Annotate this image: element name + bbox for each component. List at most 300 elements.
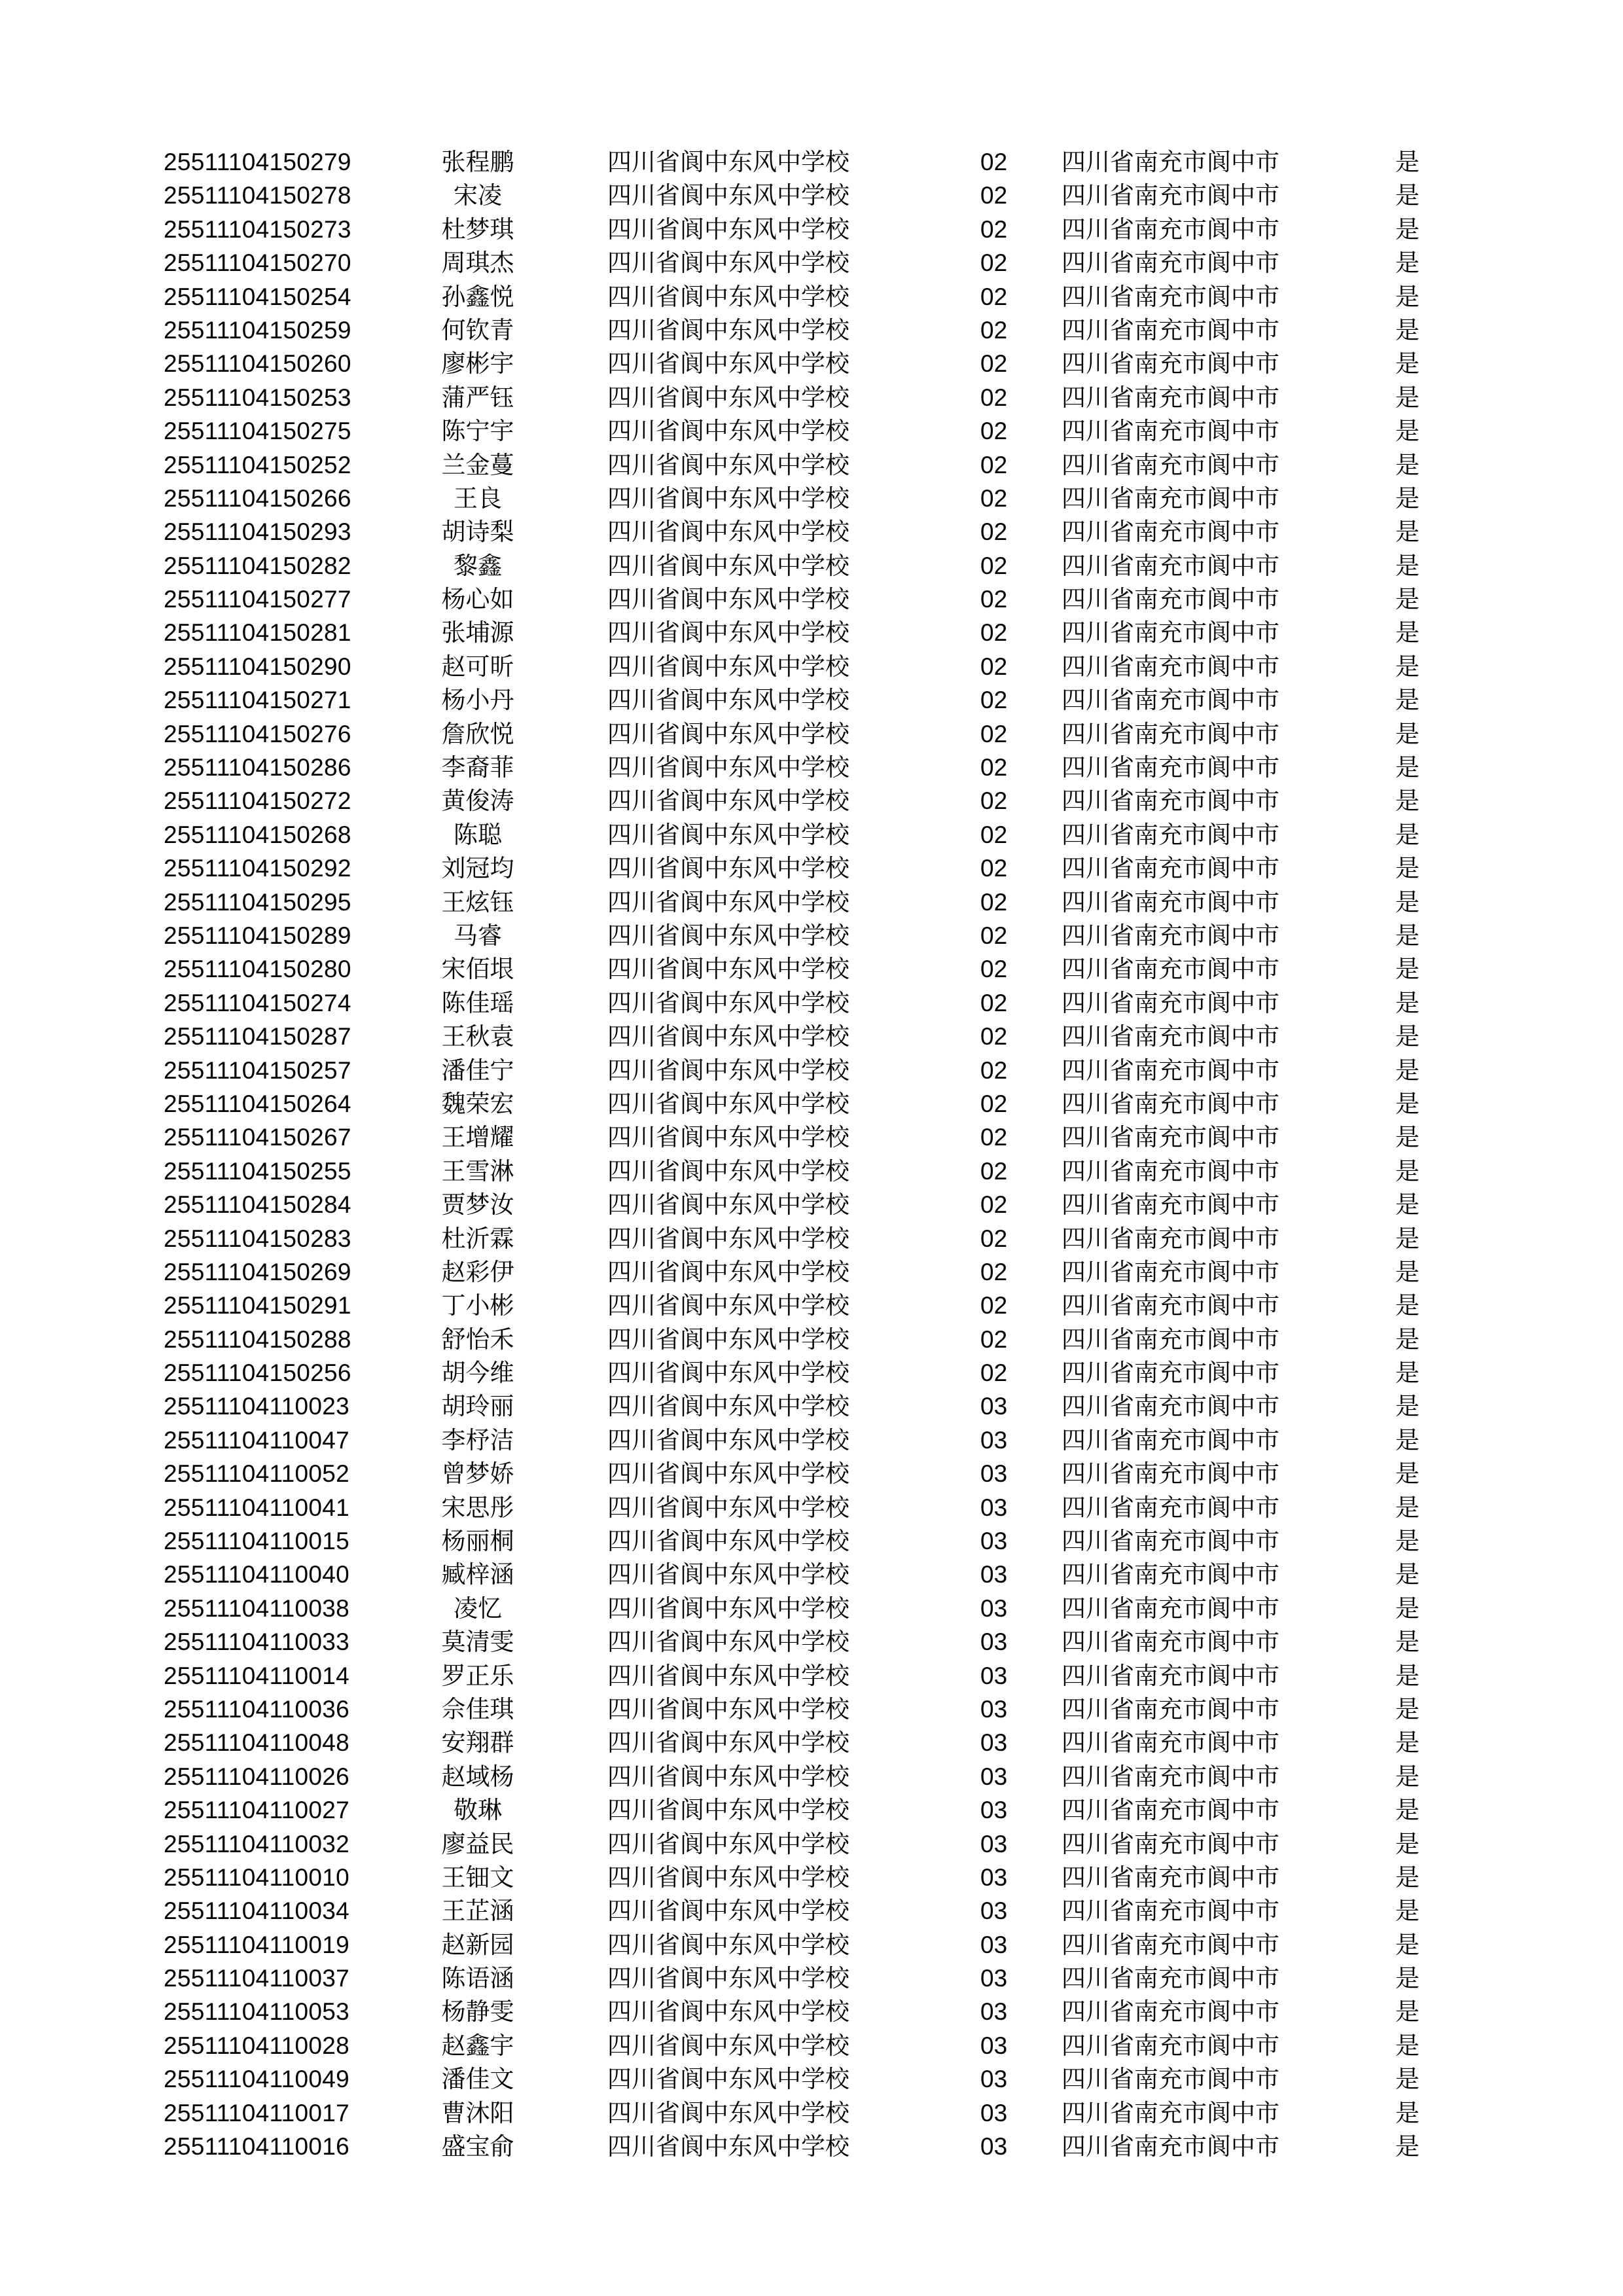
student-id-cell: 25511104150259 — [164, 316, 351, 344]
student-name-cell: 安翔群 — [441, 1729, 514, 1757]
category-code-cell: 02 — [980, 1325, 1008, 1353]
student-name-cell: 王增耀 — [441, 1123, 514, 1152]
region-cell: 四川省南充市阆中市 — [1061, 1594, 1279, 1623]
region-cell: 四川省南充市阆中市 — [1061, 921, 1279, 950]
table-row — [164, 986, 1427, 1020]
student-name-cell: 宋佰垠 — [441, 955, 514, 984]
eligibility-flag-cell: 是 — [1395, 1224, 1419, 1253]
eligibility-flag-cell: 是 — [1395, 1191, 1419, 1219]
category-code-cell: 02 — [980, 418, 1008, 445]
region-cell: 四川省南充市阆中市 — [1061, 585, 1279, 614]
student-id-cell: 25511104150286 — [164, 754, 351, 781]
student-name-cell: 潘佳文 — [441, 2065, 514, 2094]
category-code-cell: 02 — [980, 518, 1008, 546]
region-cell: 四川省南充市阆中市 — [1061, 1560, 1279, 1589]
school-name-cell: 四川省阆中东风中学校 — [607, 955, 849, 984]
table-row — [164, 1928, 1427, 1962]
school-name-cell: 四川省阆中东风中学校 — [607, 1224, 849, 1253]
student-id-cell: 25511104150272 — [164, 787, 351, 815]
school-name-cell: 四川省阆中东风中学校 — [607, 1998, 849, 2026]
student-name-cell: 王良 — [454, 484, 502, 512]
school-name-cell: 四川省阆中东风中学校 — [607, 518, 849, 547]
table-row — [164, 1995, 1427, 2028]
table-row — [164, 482, 1427, 515]
table-row — [164, 280, 1427, 314]
category-code-cell: 02 — [980, 1225, 1008, 1252]
category-code-cell: 03 — [980, 1561, 1008, 1588]
category-code-cell: 02 — [980, 451, 1008, 478]
student-name-cell: 陈聪 — [454, 820, 502, 849]
student-id-cell: 25511104110017 — [164, 2099, 350, 2126]
eligibility-flag-cell: 是 — [1395, 350, 1419, 378]
school-name-cell: 四川省阆中东风中学校 — [607, 2132, 849, 2161]
table-row — [164, 1188, 1427, 1221]
student-id-cell: 25511104150266 — [164, 484, 351, 512]
school-name-cell: 四川省阆中东风中学校 — [607, 1729, 849, 1757]
region-cell: 四川省南充市阆中市 — [1061, 1359, 1279, 1388]
category-code-cell: 02 — [980, 1056, 1008, 1084]
school-name-cell: 四川省阆中东风中学校 — [607, 1964, 849, 1993]
student-name-cell: 凌忆 — [454, 1594, 502, 1623]
student-name-cell: 周琪杰 — [441, 249, 514, 278]
school-name-cell: 四川省阆中东风中学校 — [607, 350, 849, 378]
student-name-cell: 胡诗梨 — [441, 518, 514, 547]
region-cell: 四川省南充市阆中市 — [1061, 484, 1279, 512]
student-name-cell: 胡玲丽 — [441, 1392, 514, 1421]
category-code-cell: 03 — [980, 1528, 1008, 1555]
student-name-cell: 赵新园 — [441, 1930, 514, 1959]
table-row — [164, 1390, 1427, 1423]
eligibility-flag-cell: 是 — [1395, 854, 1419, 883]
student-name-cell: 臧梓涵 — [441, 1560, 514, 1589]
category-code-cell: 02 — [980, 888, 1008, 916]
school-name-cell: 四川省阆中东风中学校 — [607, 282, 849, 311]
student-name-cell: 舒怡禾 — [441, 1325, 514, 1354]
table-row — [164, 1054, 1427, 1087]
student-id-cell: 25511104150293 — [164, 518, 351, 546]
school-name-cell: 四川省阆中东风中学校 — [607, 1628, 849, 1657]
eligibility-flag-cell: 是 — [1395, 551, 1419, 580]
school-name-cell: 四川省阆中东风中学校 — [607, 1291, 849, 1320]
eligibility-flag-cell: 是 — [1395, 1560, 1419, 1589]
category-code-cell: 03 — [980, 2133, 1008, 2161]
school-name-cell: 四川省阆中东风中学校 — [607, 888, 849, 916]
eligibility-flag-cell: 是 — [1395, 1157, 1419, 1185]
table-row — [164, 515, 1427, 548]
school-name-cell: 四川省阆中东风中学校 — [607, 820, 849, 849]
eligibility-flag-cell: 是 — [1395, 450, 1419, 479]
table-row — [164, 1087, 1427, 1121]
student-name-cell: 王雪淋 — [441, 1157, 514, 1185]
student-name-cell: 张埔源 — [441, 619, 514, 647]
eligibility-flag-cell: 是 — [1395, 383, 1419, 412]
table-row — [164, 1827, 1427, 1861]
eligibility-flag-cell: 是 — [1395, 1863, 1419, 1892]
student-name-cell: 杨丽桐 — [441, 1527, 514, 1556]
region-cell: 四川省南充市阆中市 — [1061, 1460, 1279, 1488]
student-name-cell: 杜梦琪 — [441, 215, 514, 243]
student-id-cell: 25511104150269 — [164, 1258, 351, 1285]
region-cell: 四川省南充市阆中市 — [1061, 1291, 1279, 1320]
eligibility-flag-cell: 是 — [1395, 1998, 1419, 2026]
region-cell: 四川省南充市阆中市 — [1061, 1998, 1279, 2026]
school-name-cell: 四川省阆中东风中学校 — [607, 181, 849, 210]
student-name-cell: 赵域杨 — [441, 1762, 514, 1791]
category-code-cell: 03 — [980, 1662, 1008, 1689]
student-id-cell: 25511104150256 — [164, 1359, 351, 1387]
student-id-cell: 25511104150276 — [164, 720, 351, 747]
table-row — [164, 886, 1427, 919]
roster-sheet — [164, 145, 1427, 2163]
student-name-cell: 杨静雯 — [441, 1998, 514, 2026]
school-name-cell: 四川省阆中东风中学校 — [607, 1460, 849, 1488]
eligibility-flag-cell: 是 — [1395, 686, 1419, 715]
table-row — [164, 784, 1427, 817]
student-name-cell: 詹欣悦 — [441, 719, 514, 748]
student-name-cell: 曾梦娇 — [441, 1460, 514, 1488]
eligibility-flag-cell: 是 — [1395, 1325, 1419, 1354]
eligibility-flag-cell: 是 — [1395, 1056, 1419, 1085]
table-row — [164, 1255, 1427, 1289]
eligibility-flag-cell: 是 — [1395, 1022, 1419, 1051]
eligibility-flag-cell: 是 — [1395, 1964, 1419, 1993]
student-name-cell: 敬琳 — [454, 1796, 502, 1825]
student-name-cell: 王芷涵 — [441, 1897, 514, 1926]
student-id-cell: 25511104150290 — [164, 653, 351, 680]
category-code-cell: 03 — [980, 1830, 1008, 1857]
eligibility-flag-cell: 是 — [1395, 1930, 1419, 1959]
region-cell: 四川省南充市阆中市 — [1061, 1157, 1279, 1185]
category-code-cell: 02 — [980, 754, 1008, 781]
region-cell: 四川省南充市阆中市 — [1061, 518, 1279, 547]
eligibility-flag-cell: 是 — [1395, 585, 1419, 614]
region-cell: 四川省南充市阆中市 — [1061, 1829, 1279, 1858]
region-cell: 四川省南充市阆中市 — [1061, 215, 1279, 243]
region-cell: 四川省南充市阆中市 — [1061, 1257, 1279, 1286]
region-cell: 四川省南充市阆中市 — [1061, 1964, 1279, 1993]
table-row — [164, 1323, 1427, 1356]
table-row — [164, 650, 1427, 683]
student-id-cell: 25511104150281 — [164, 619, 351, 647]
school-name-cell: 四川省阆中东风中学校 — [607, 1897, 849, 1926]
category-code-cell: 03 — [980, 1897, 1008, 1925]
table-row — [164, 1894, 1427, 1928]
student-id-cell: 25511104150278 — [164, 182, 351, 209]
student-id-cell: 25511104150273 — [164, 215, 351, 243]
student-name-cell: 张程鹏 — [441, 148, 514, 176]
eligibility-flag-cell: 是 — [1395, 1829, 1419, 1858]
table-row — [164, 852, 1427, 885]
eligibility-flag-cell: 是 — [1395, 148, 1419, 176]
school-name-cell: 四川省阆中东风中学校 — [607, 2065, 849, 2094]
school-name-cell: 四川省阆中东风中学校 — [607, 619, 849, 647]
student-id-cell: 25511104150291 — [164, 1292, 351, 1319]
table-row — [164, 213, 1427, 246]
region-cell: 四川省南充市阆中市 — [1061, 1628, 1279, 1657]
student-id-cell: 25511104110015 — [164, 1528, 350, 1555]
school-name-cell: 四川省阆中东风中学校 — [607, 1123, 849, 1152]
eligibility-flag-cell: 是 — [1395, 652, 1419, 681]
student-id-cell: 25511104150277 — [164, 586, 351, 613]
student-id-cell: 25511104110026 — [164, 1763, 350, 1790]
region-cell: 四川省南充市阆中市 — [1061, 282, 1279, 311]
school-name-cell: 四川省阆中东风中学校 — [607, 753, 849, 782]
student-name-cell: 陈宁宇 — [441, 417, 514, 446]
eligibility-flag-cell: 是 — [1395, 1460, 1419, 1488]
category-code-cell: 02 — [980, 249, 1008, 277]
region-cell: 四川省南充市阆中市 — [1061, 2098, 1279, 2127]
student-id-cell: 25511104110049 — [164, 2066, 350, 2093]
eligibility-flag-cell: 是 — [1395, 282, 1419, 311]
school-name-cell: 四川省阆中东风中学校 — [607, 249, 849, 278]
school-name-cell: 四川省阆中东风中学校 — [607, 1056, 849, 1085]
eligibility-flag-cell: 是 — [1395, 518, 1419, 547]
region-cell: 四川省南充市阆中市 — [1061, 988, 1279, 1017]
eligibility-flag-cell: 是 — [1395, 2098, 1419, 2127]
category-code-cell: 02 — [980, 653, 1008, 680]
category-code-cell: 02 — [980, 1090, 1008, 1117]
category-code-cell: 02 — [980, 1258, 1008, 1285]
category-code-cell: 03 — [980, 1393, 1008, 1420]
school-name-cell: 四川省阆中东风中学校 — [607, 1863, 849, 1892]
eligibility-flag-cell: 是 — [1395, 1661, 1419, 1690]
school-name-cell: 四川省阆中东风中学校 — [607, 1594, 849, 1623]
student-name-cell: 李裔菲 — [441, 753, 514, 782]
eligibility-flag-cell: 是 — [1395, 1123, 1419, 1152]
student-id-cell: 25511104150274 — [164, 989, 351, 1016]
table-row — [164, 1558, 1427, 1591]
region-cell: 四川省南充市阆中市 — [1061, 619, 1279, 647]
student-name-cell: 黄俊涛 — [441, 787, 514, 816]
category-code-cell: 03 — [980, 1863, 1008, 1891]
student-id-cell: 25511104150264 — [164, 1090, 351, 1117]
school-name-cell: 四川省阆中东风中学校 — [607, 215, 849, 243]
student-id-cell: 25511104150288 — [164, 1325, 351, 1353]
table-row — [164, 1592, 1427, 1625]
student-id-cell: 25511104150252 — [164, 451, 351, 478]
table-row — [164, 919, 1427, 952]
school-name-cell: 四川省阆中东风中学校 — [607, 1325, 849, 1354]
table-row — [164, 2096, 1427, 2130]
category-code-cell: 02 — [980, 720, 1008, 747]
student-name-cell: 何钦青 — [441, 315, 514, 344]
eligibility-flag-cell: 是 — [1395, 1291, 1419, 1320]
region-cell: 四川省南充市阆中市 — [1061, 1325, 1279, 1354]
school-name-cell: 四川省阆中东风中学校 — [607, 1560, 849, 1589]
eligibility-flag-cell: 是 — [1395, 955, 1419, 984]
table-row — [164, 1457, 1427, 1490]
category-code-cell: 02 — [980, 1359, 1008, 1387]
school-name-cell: 四川省阆中东风中学校 — [607, 417, 849, 446]
category-code-cell: 02 — [980, 989, 1008, 1016]
region-cell: 四川省南充市阆中市 — [1061, 2132, 1279, 2161]
table-row — [164, 1524, 1427, 1558]
school-name-cell: 四川省阆中东风中学校 — [607, 787, 849, 816]
school-name-cell: 四川省阆中东风中学校 — [607, 1493, 849, 1522]
student-name-cell: 赵鑫宇 — [441, 2031, 514, 2060]
region-cell: 四川省南充市阆中市 — [1061, 383, 1279, 412]
eligibility-flag-cell: 是 — [1395, 1089, 1419, 1118]
table-row — [164, 314, 1427, 347]
eligibility-flag-cell: 是 — [1395, 215, 1419, 243]
category-code-cell: 02 — [980, 283, 1008, 310]
student-id-cell: 25511104110019 — [164, 1931, 350, 1958]
student-name-cell: 佘佳琪 — [441, 1695, 514, 1723]
table-row — [164, 1155, 1427, 1188]
eligibility-flag-cell: 是 — [1395, 988, 1419, 1017]
table-row — [164, 1861, 1427, 1894]
student-name-cell: 杨心如 — [441, 585, 514, 614]
school-name-cell: 四川省阆中东风中学校 — [607, 686, 849, 715]
eligibility-flag-cell: 是 — [1395, 181, 1419, 210]
school-name-cell: 四川省阆中东风中学校 — [607, 1829, 849, 1858]
table-row — [164, 1760, 1427, 1793]
table-row — [164, 1222, 1427, 1255]
student-id-cell: 25511104150289 — [164, 922, 351, 949]
eligibility-flag-cell: 是 — [1395, 1493, 1419, 1522]
school-name-cell: 四川省阆中东风中学校 — [607, 1191, 849, 1219]
category-code-cell: 02 — [980, 316, 1008, 344]
student-name-cell: 魏荣宏 — [441, 1089, 514, 1118]
school-name-cell: 四川省阆中东风中学校 — [607, 585, 849, 614]
student-id-cell: 25511104110041 — [164, 1494, 350, 1521]
eligibility-flag-cell: 是 — [1395, 249, 1419, 278]
school-name-cell: 四川省阆中东风中学校 — [607, 921, 849, 950]
region-cell: 四川省南充市阆中市 — [1061, 1661, 1279, 1690]
student-name-cell: 王秋袁 — [441, 1022, 514, 1051]
table-row — [164, 683, 1427, 717]
table-row — [164, 1726, 1427, 1759]
table-row — [164, 1424, 1427, 1457]
region-cell: 四川省南充市阆中市 — [1061, 1089, 1279, 1118]
table-row — [164, 1659, 1427, 1693]
student-id-cell: 25511104110047 — [164, 1426, 350, 1454]
category-code-cell: 02 — [980, 1157, 1008, 1185]
student-name-cell: 盛宝俞 — [441, 2132, 514, 2161]
category-code-cell: 02 — [980, 1023, 1008, 1050]
category-code-cell: 03 — [980, 1931, 1008, 1958]
student-id-cell: 25511104150268 — [164, 821, 351, 848]
category-code-cell: 03 — [980, 1998, 1008, 2026]
table-row — [164, 414, 1427, 448]
table-row — [164, 179, 1427, 212]
category-code-cell: 02 — [980, 1191, 1008, 1219]
region-cell: 四川省南充市阆中市 — [1061, 350, 1279, 378]
category-code-cell: 03 — [980, 1594, 1008, 1622]
student-id-cell: 25511104150279 — [164, 149, 351, 175]
student-name-cell: 赵可昕 — [441, 652, 514, 681]
eligibility-flag-cell: 是 — [1395, 719, 1419, 748]
student-id-cell: 25511104110034 — [164, 1897, 350, 1925]
region-cell: 四川省南充市阆中市 — [1061, 1930, 1279, 1959]
category-code-cell: 03 — [980, 1965, 1008, 1992]
student-id-cell: 25511104110036 — [164, 1695, 350, 1723]
student-name-cell: 赵彩伊 — [441, 1257, 514, 1286]
student-id-cell: 25511104150254 — [164, 283, 351, 310]
category-code-cell: 02 — [980, 586, 1008, 613]
region-cell: 四川省南充市阆中市 — [1061, 2031, 1279, 2060]
region-cell: 四川省南充市阆中市 — [1061, 1729, 1279, 1757]
category-code-cell: 02 — [980, 350, 1008, 378]
school-name-cell: 四川省阆中东风中学校 — [607, 1527, 849, 1556]
student-name-cell: 王炫钰 — [441, 888, 514, 916]
eligibility-flag-cell: 是 — [1395, 921, 1419, 950]
region-cell: 四川省南充市阆中市 — [1061, 417, 1279, 446]
eligibility-flag-cell: 是 — [1395, 1897, 1419, 1926]
student-id-cell: 25511104150260 — [164, 350, 351, 378]
eligibility-flag-cell: 是 — [1395, 1594, 1419, 1623]
region-cell: 四川省南充市阆中市 — [1061, 1191, 1279, 1219]
eligibility-flag-cell: 是 — [1395, 315, 1419, 344]
student-name-cell: 蒲严钰 — [441, 383, 514, 412]
student-id-cell: 25511104110032 — [164, 1830, 350, 1857]
school-name-cell: 四川省阆中东风中学校 — [607, 854, 849, 883]
school-name-cell: 四川省阆中东风中学校 — [607, 2031, 849, 2060]
school-name-cell: 四川省阆中东风中学校 — [607, 1695, 849, 1723]
student-name-cell: 宋思彤 — [441, 1493, 514, 1522]
eligibility-flag-cell: 是 — [1395, 2031, 1419, 2060]
region-cell: 四川省南充市阆中市 — [1061, 2065, 1279, 2094]
region-cell: 四川省南充市阆中市 — [1061, 1493, 1279, 1522]
student-id-cell: 25511104110028 — [164, 2032, 350, 2059]
eligibility-flag-cell: 是 — [1395, 484, 1419, 512]
category-code-cell: 02 — [980, 149, 1008, 175]
student-name-cell: 陈语涵 — [441, 1964, 514, 1993]
eligibility-flag-cell: 是 — [1395, 1392, 1419, 1421]
student-name-cell: 胡今维 — [441, 1359, 514, 1388]
school-name-cell: 四川省阆中东风中学校 — [607, 1661, 849, 1690]
category-code-cell: 02 — [980, 215, 1008, 243]
region-cell: 四川省南充市阆中市 — [1061, 888, 1279, 916]
student-id-cell: 25511104150280 — [164, 956, 351, 983]
student-id-cell: 25511104150275 — [164, 418, 351, 445]
student-id-cell: 25511104110014 — [164, 1662, 350, 1689]
school-name-cell: 四川省阆中东风中学校 — [607, 315, 849, 344]
student-id-cell: 25511104150287 — [164, 1023, 351, 1050]
student-id-cell: 25511104110040 — [164, 1561, 350, 1588]
student-id-cell: 25511104110033 — [164, 1628, 350, 1656]
category-code-cell: 02 — [980, 182, 1008, 209]
category-code-cell: 02 — [980, 484, 1008, 512]
student-name-cell: 莫清雯 — [441, 1628, 514, 1657]
student-name-cell: 孙鑫悦 — [441, 282, 514, 311]
student-name-cell: 宋凌 — [454, 181, 502, 210]
region-cell: 四川省南充市阆中市 — [1061, 753, 1279, 782]
category-code-cell: 03 — [980, 2032, 1008, 2059]
region-cell: 四川省南充市阆中市 — [1061, 1022, 1279, 1051]
student-id-cell: 25511104110038 — [164, 1594, 350, 1622]
table-row — [164, 2130, 1427, 2163]
region-cell: 四川省南充市阆中市 — [1061, 1224, 1279, 1253]
table-row — [164, 1793, 1427, 1827]
student-id-cell: 25511104150270 — [164, 249, 351, 277]
table-row — [164, 751, 1427, 784]
category-code-cell: 02 — [980, 922, 1008, 949]
table-row — [164, 1693, 1427, 1726]
student-name-cell: 李杼洁 — [441, 1426, 514, 1454]
eligibility-flag-cell: 是 — [1395, 888, 1419, 916]
student-name-cell: 马睿 — [454, 921, 502, 950]
region-cell: 四川省南充市阆中市 — [1061, 854, 1279, 883]
student-id-cell: 25511104150292 — [164, 855, 351, 882]
student-name-cell: 陈佳瑶 — [441, 988, 514, 1017]
region-cell: 四川省南充市阆中市 — [1061, 249, 1279, 278]
table-row — [164, 1020, 1427, 1053]
student-id-cell: 25511104150282 — [164, 552, 351, 579]
category-code-cell: 02 — [980, 956, 1008, 983]
school-name-cell: 四川省阆中东风中学校 — [607, 1157, 849, 1185]
school-name-cell: 四川省阆中东风中学校 — [607, 148, 849, 176]
